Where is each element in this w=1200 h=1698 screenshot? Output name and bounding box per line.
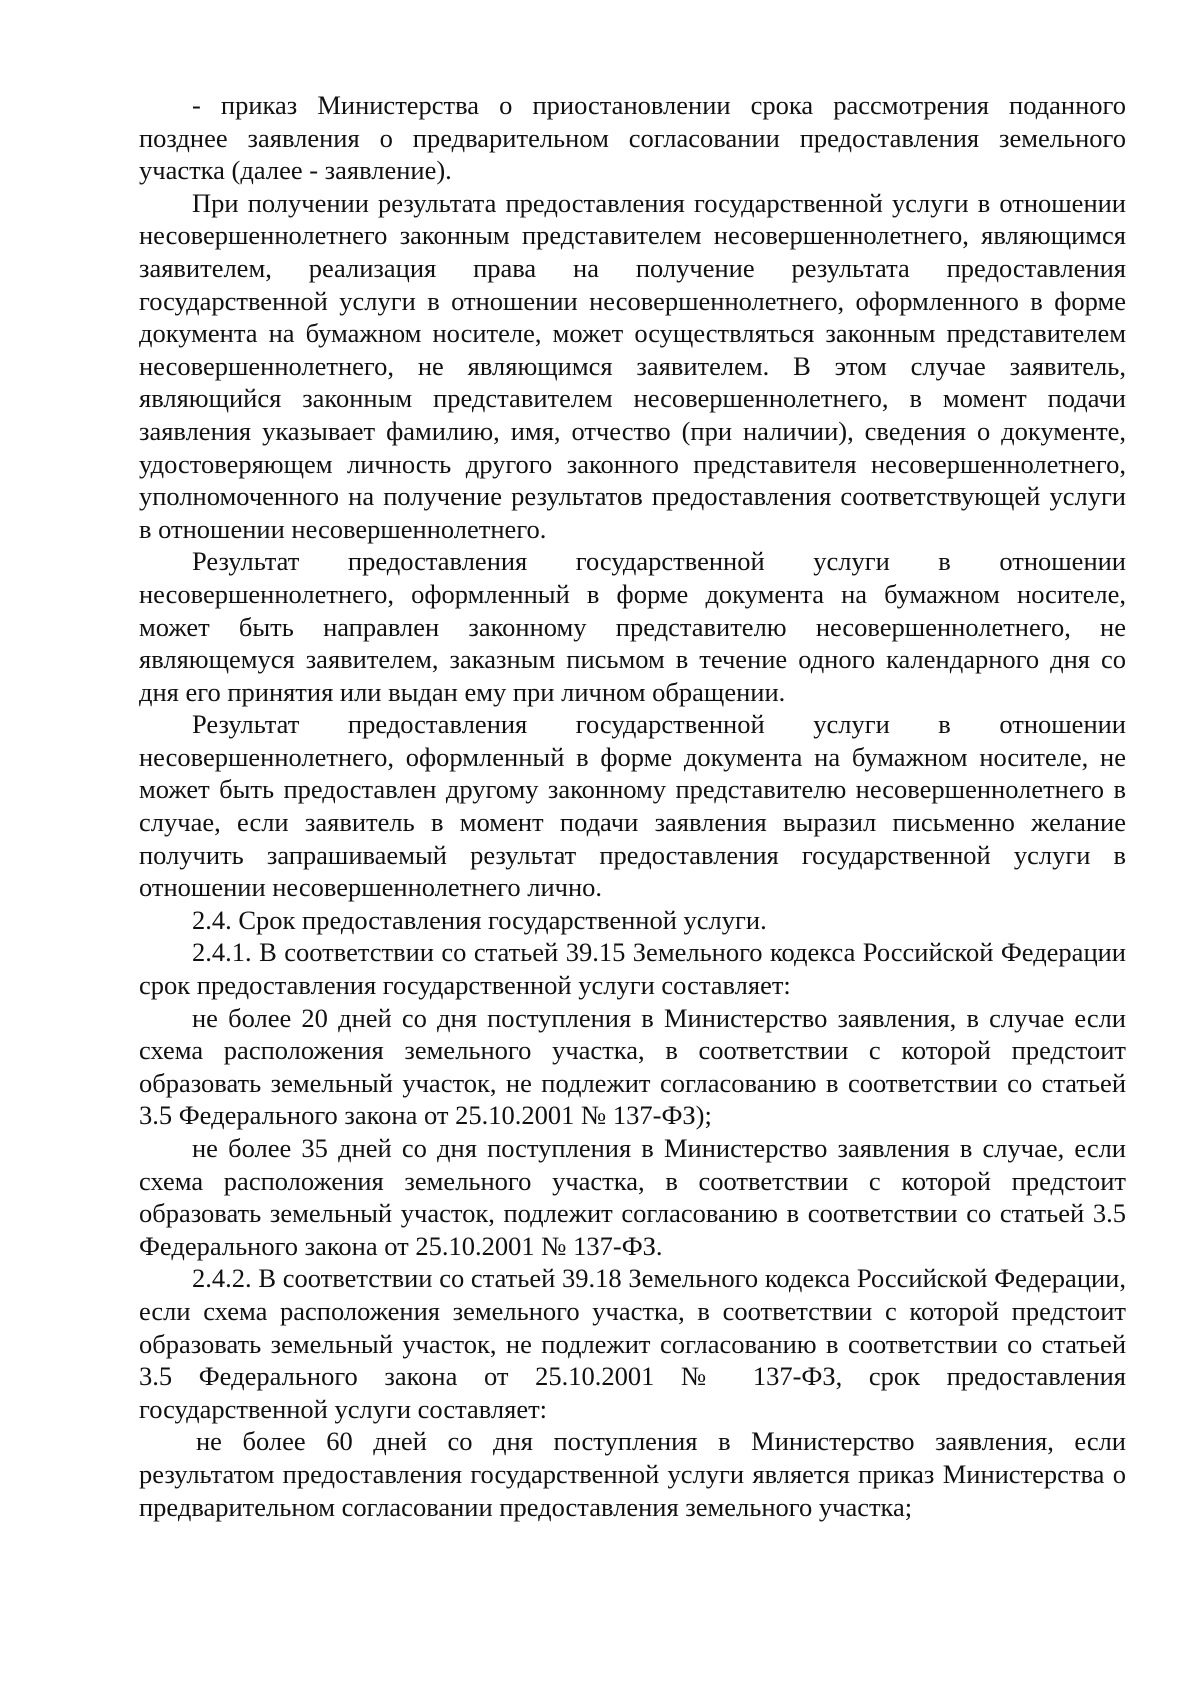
document-body (139, 89, 1126, 1523)
paragraph-result-sent: Результат предоставления государственной услуги в отношении несовершеннолетнего, оформленный в форме документа на бумажном носителе, может быть направлен законному представителю несовершеннолетнего, не являющемуся заявителем, заказным письмом в течение одного календарного дня со дня его принятия или выдан ему при личном обращении. (139, 546, 1126, 707)
paragraph-20-days: не более 20 дней со дня поступления в Министерство заявления, в случае если схема расположения земельного участка, в соответствии с которой предстоит образовать земельный участок, не подлежит согласованию в соответствии со статьей 3.5 Федерального закона от 25.10.2001 № 137-ФЗ); (139, 1002, 1126, 1131)
paragraph-result-not-provided: Результат предоставления государственной услуги в отношении несовершеннолетнего, оформленный в форме документа на бумажном носителе, не может быть предоставлен другому законному представителю несовершеннолетнего в случае, если заявитель в момент подачи заявления выразил письменно желание получить запрашиваемый результат предоставления государственной услуги в отношении несовершеннолетнего лично. (139, 709, 1126, 903)
paragraph-legal-representative: При получении результата предоставления государственной услуги в отношении несовершеннолетнего законным представителем несовершеннолетнего, являющимся заявителем, реализация права на получение результата предоставления государственной услуги в отношении несовершеннолетнего, оформленного в форме документа на бумажном носителе, может осуществляться законным представителем несовершеннолетнего, не являющимся заявителем. В этом случае заявитель, являющийся законным представителем несовершеннолетнего, в момент подачи заявления указывает фамилию, имя, отчество (при наличии), сведения о документе, удостоверяющем личность другого законного представителя несовершеннолетнего, уполномоченного на получение результатов предоставления соответствующей услуги в отношении несовершеннолетнего. (139, 187, 1126, 544)
paragraph-60-days: не более 60 дней со дня поступления в Министерство заявления, если результатом предоставления государственной услуги является приказ Министерства о предварительном согласовании предоставления земельного участка; (139, 1426, 1126, 1522)
section-heading-2-4: 2.4. Срок предоставления государственной услуги. (192, 904, 767, 935)
paragraph-suspension-order: - приказ Министерства о приостановлении срока рассмотрения поданного позднее заявления о предварительном согласовании предоставления земельного участка (далее - заявление). (139, 90, 1126, 186)
paragraph-2-4-1: 2.4.1. В соответствии со статьей 39.15 Земельного кодекса Российской Федерации срок предоставления государственной услуги составляет: (139, 937, 1126, 1001)
paragraph-2-4-2: 2.4.2. В соответствии со статьей 39.18 Земельного кодекса Российской Федерации, если схема расположения земельного участка, в соответствии с которой предстоит образовать земельный участок, не подлежит согласованию в соответствии со статьей 3.5 Федерального закона от 25.10.2001 № 137-ФЗ, срок предоставления государственной услуги составляет: (139, 1263, 1126, 1424)
paragraph-35-days: не более 35 дней со дня поступления в Министерство заявления в случае, если схема расположения земельного участка, в соответствии с которой предстоит образовать земельный участок, подлежит согласованию в соответствии со статьей 3.5 Федерального закона от 25.10.2001 № 137-ФЗ. (139, 1133, 1126, 1261)
